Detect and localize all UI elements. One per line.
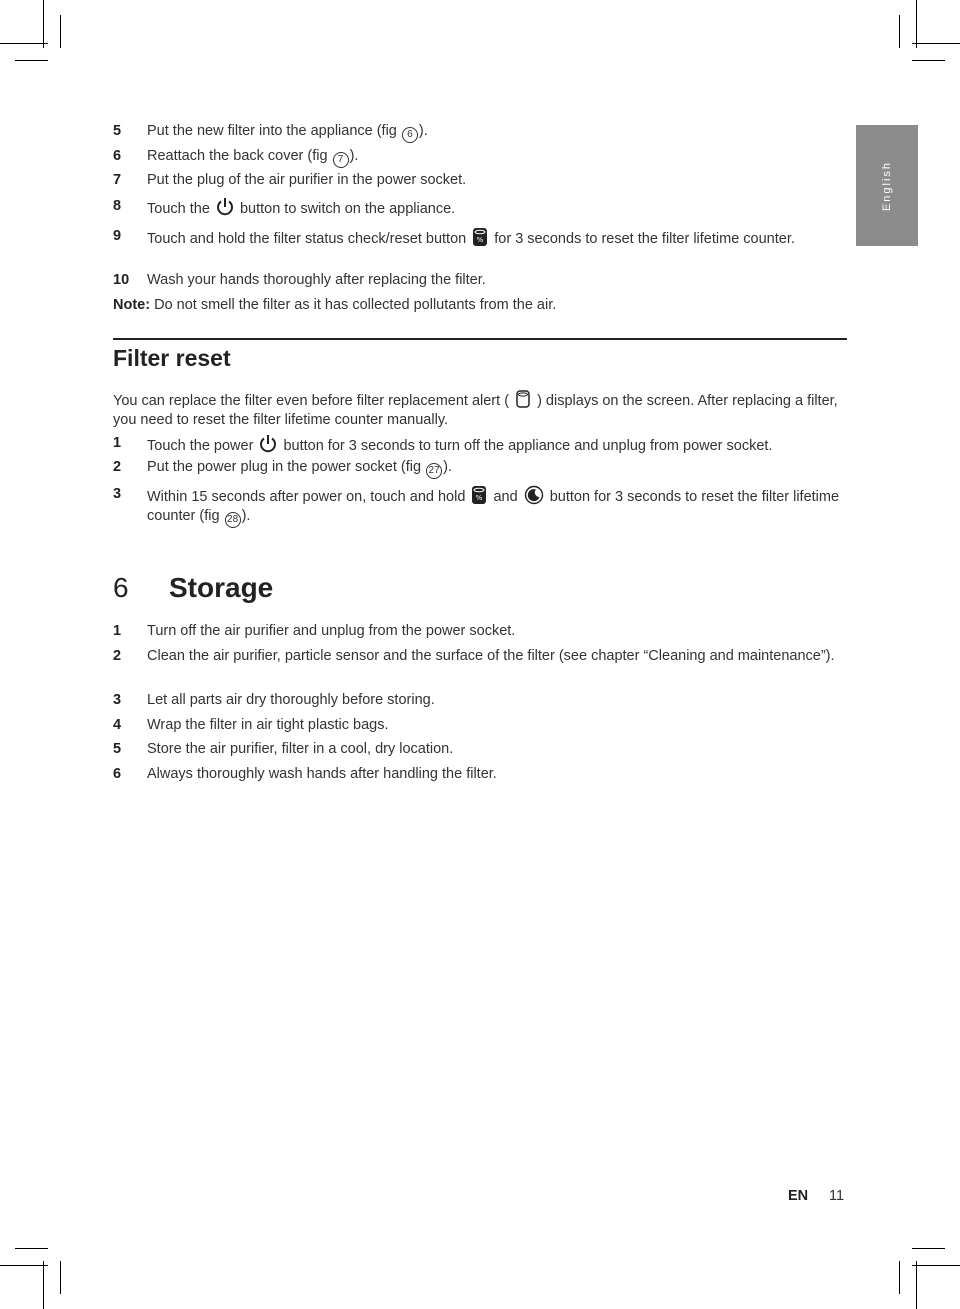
- step-number: 3: [113, 692, 122, 708]
- crop-mark: [899, 1261, 900, 1294]
- step-text: Turn off the air purifier and unplug from the power socket.: [147, 623, 516, 639]
- step-number: 1: [113, 623, 122, 639]
- crop-mark: [916, 1261, 917, 1309]
- step-text: Put the power plug in the power socket (fig 27 ).: [147, 458, 847, 479]
- step-number: 7: [113, 172, 122, 188]
- step-number: 8: [113, 198, 122, 214]
- step-text: Touch the button to switch on the appliance.: [147, 197, 847, 219]
- language-tab-label: English: [881, 160, 893, 211]
- step-number: 10: [113, 272, 130, 288]
- step-text: Put the new filter into the appliance (fig 6 ).: [147, 122, 847, 143]
- note-label: Note:: [113, 297, 151, 313]
- power-icon: [259, 434, 277, 454]
- crop-mark: [916, 0, 917, 48]
- crop-mark: [43, 0, 44, 48]
- filter-alert-icon: [515, 389, 531, 409]
- crop-mark: [912, 1265, 960, 1266]
- step-number: 5: [113, 123, 122, 139]
- step-text: Wash your hands thoroughly after replacing the filter.: [147, 272, 486, 288]
- power-icon: [216, 197, 234, 217]
- crop-mark: [912, 43, 960, 44]
- step-number: 3: [113, 486, 122, 502]
- section-heading: Filter reset: [113, 345, 231, 371]
- page-number: 11: [829, 1188, 845, 1204]
- step-number: 6: [113, 148, 122, 164]
- step-text: Put the plug of the air purifier in the power socket.: [147, 172, 467, 188]
- figure-ref: 27: [426, 463, 442, 479]
- crop-mark: [15, 60, 48, 61]
- crop-mark: [912, 60, 945, 61]
- sleep-mode-icon: [524, 485, 544, 505]
- step-number: 4: [113, 717, 122, 733]
- crop-mark: [912, 1248, 945, 1249]
- crop-mark: [0, 43, 48, 44]
- step-text: Touch and hold the filter status check/reset button % for 3 seconds to reset the filter lifetime counter.: [147, 227, 847, 249]
- filter-reset-icon: [471, 485, 487, 505]
- step-text: Reattach the back cover (fig 7 ).: [147, 147, 847, 168]
- crop-mark: [0, 1265, 48, 1266]
- note-text: Do not smell the filter as it has collected pollutants from the air.: [150, 297, 557, 313]
- step-text: Clean the air purifier, particle sensor and the surface of the filter (see chapter “Cleaning and maintenance”).: [147, 648, 835, 664]
- note: [113, 296, 848, 315]
- figure-ref: 6: [402, 127, 418, 143]
- crop-mark: [60, 15, 61, 48]
- chapter-title: Storage: [169, 572, 274, 603]
- step-text: Touch the power button for 3 seconds to turn off the appliance and unplug from power socket.: [147, 434, 847, 456]
- step-number: 9: [113, 228, 122, 244]
- crop-mark: [899, 15, 900, 48]
- section-divider: [113, 338, 847, 340]
- step-number: 2: [113, 648, 122, 664]
- intro-paragraph: You can replace the filter even before filter replacement alert ( ) displays on the screen. After replacing a filter, you need to reset the filter lifetime counter manually.: [113, 389, 848, 430]
- step-number: 5: [113, 741, 122, 757]
- language-tab: [856, 125, 918, 246]
- chapter-number: 6: [113, 572, 129, 603]
- figure-ref: 7: [333, 152, 349, 168]
- step-text: Wrap the filter in air tight plastic bags.: [147, 717, 389, 733]
- svg-text:%: %: [476, 494, 483, 502]
- step-text: Always thoroughly wash hands after handling the filter.: [147, 766, 497, 782]
- step-number: 6: [113, 766, 122, 782]
- step-text: Within 15 seconds after power on, touch and hold % and button for 3 seconds to reset the filter lifetime counter (fig 28 ).: [147, 485, 847, 528]
- step-number: 2: [113, 459, 122, 475]
- crop-mark: [43, 1261, 44, 1309]
- step-text: Let all parts air dry thoroughly before storing.: [147, 692, 435, 708]
- filter-reset-icon: [472, 227, 488, 247]
- step-text: Store the air purifier, filter in a cool, dry location.: [147, 741, 454, 757]
- crop-mark: [15, 1248, 48, 1249]
- footer-language: EN: [788, 1188, 809, 1204]
- figure-ref: 28: [225, 512, 241, 528]
- step-number: 1: [113, 435, 122, 451]
- svg-text:%: %: [476, 236, 484, 244]
- crop-mark: [60, 1261, 61, 1294]
